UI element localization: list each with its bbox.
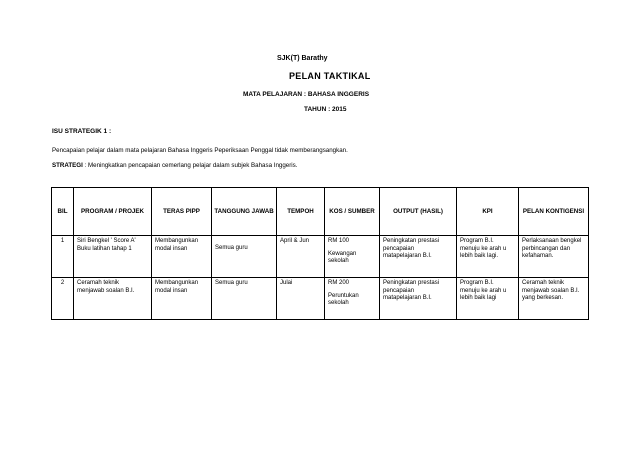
strategy-label: STRATEGI <box>52 162 83 169</box>
strategy-text: : Meningkatkan pencapaian cemerlang pelajar dalam subjek Bahasa Inggeris. <box>84 162 298 169</box>
achievement-statement: Pencapaian pelajar dalam mata pelajaran Bahasa Inggeris Peperiksaan Penggal tidak memberangsangkan. <box>52 147 348 154</box>
cell-bil: 1 <box>52 236 74 278</box>
subject-line: MATA PELAJARAN : BAHASA INGGERIS <box>243 91 370 98</box>
cell-tanggung-jawab-text: Semua guru <box>215 245 248 251</box>
cell-kos-amount: RM 200 <box>328 280 350 286</box>
cell-kos <box>325 278 380 320</box>
col-header-bil: BIL <box>52 188 74 236</box>
strategic-issue-heading: ISU STRATEGIK 1 : <box>52 128 112 135</box>
cell-tanggung-jawab: Semua guru <box>212 278 277 320</box>
col-header-output: OUTPUT (HASIL) <box>380 188 457 236</box>
year-line: TAHUN : 2015 <box>304 106 347 113</box>
table-row <box>52 278 589 320</box>
school-name: SJK(T) Barathy <box>277 55 328 62</box>
cell-kos-source: Peruntukan sekolah <box>328 292 359 306</box>
document-title: PELAN TAKTIKAL <box>289 71 371 81</box>
cell-bil: 2 <box>52 278 74 320</box>
col-header-teras: TERAS PIPP <box>152 188 212 236</box>
col-header-kos: KOS / SUMBER <box>325 188 380 236</box>
col-header-kontigensi: PELAN KONTIGENSI <box>519 188 589 236</box>
strategy-line <box>52 162 297 169</box>
cell-program: Siri Bengkel ' Score A' Buku latihan tahap 1 <box>74 236 152 278</box>
cell-kos <box>325 236 380 278</box>
cell-tanggung-jawab <box>212 236 277 278</box>
cell-kpi: Program B.I. menuju ke arah u lebih baik lagi <box>457 278 519 320</box>
col-header-tanggung-jawab: TANGGUNG JAWAB <box>212 188 277 236</box>
cell-kos-source: Kewangan sekolah <box>328 250 357 264</box>
table-header-row <box>52 188 589 236</box>
col-header-kpi: KPI <box>457 188 519 236</box>
cell-output: Peningkatan prestasi pencapaian matapelajaran B.I. <box>380 236 457 278</box>
cell-teras: Membangunkan modal insan <box>152 278 212 320</box>
col-header-tempoh: TEMPOH <box>277 188 325 236</box>
cell-kontigensi: Ceramah teknik menjawab soalan B.I. yang berkesan. <box>519 278 589 320</box>
cell-kos-amount: RM 100 <box>328 238 350 244</box>
tactical-plan-table <box>51 187 589 320</box>
cell-tempoh: Julai <box>277 278 325 320</box>
cell-output: Peningkatan prestasi pencapaian matapelajaran B.I. <box>380 278 457 320</box>
cell-kontigensi: Perlaksanaan bengkel perbincangan dan kefahaman. <box>519 236 589 278</box>
col-header-program: PROGRAM / PROJEK <box>74 188 152 236</box>
cell-tempoh: April & Jun <box>277 236 325 278</box>
cell-kpi: Program B.I. menuju ke arah u lebih baik lagi. <box>457 236 519 278</box>
cell-program: Ceramah teknik menjawab soalan B.I. <box>74 278 152 320</box>
table-row <box>52 236 589 278</box>
cell-teras: Membangunkan modal insan <box>152 236 212 278</box>
